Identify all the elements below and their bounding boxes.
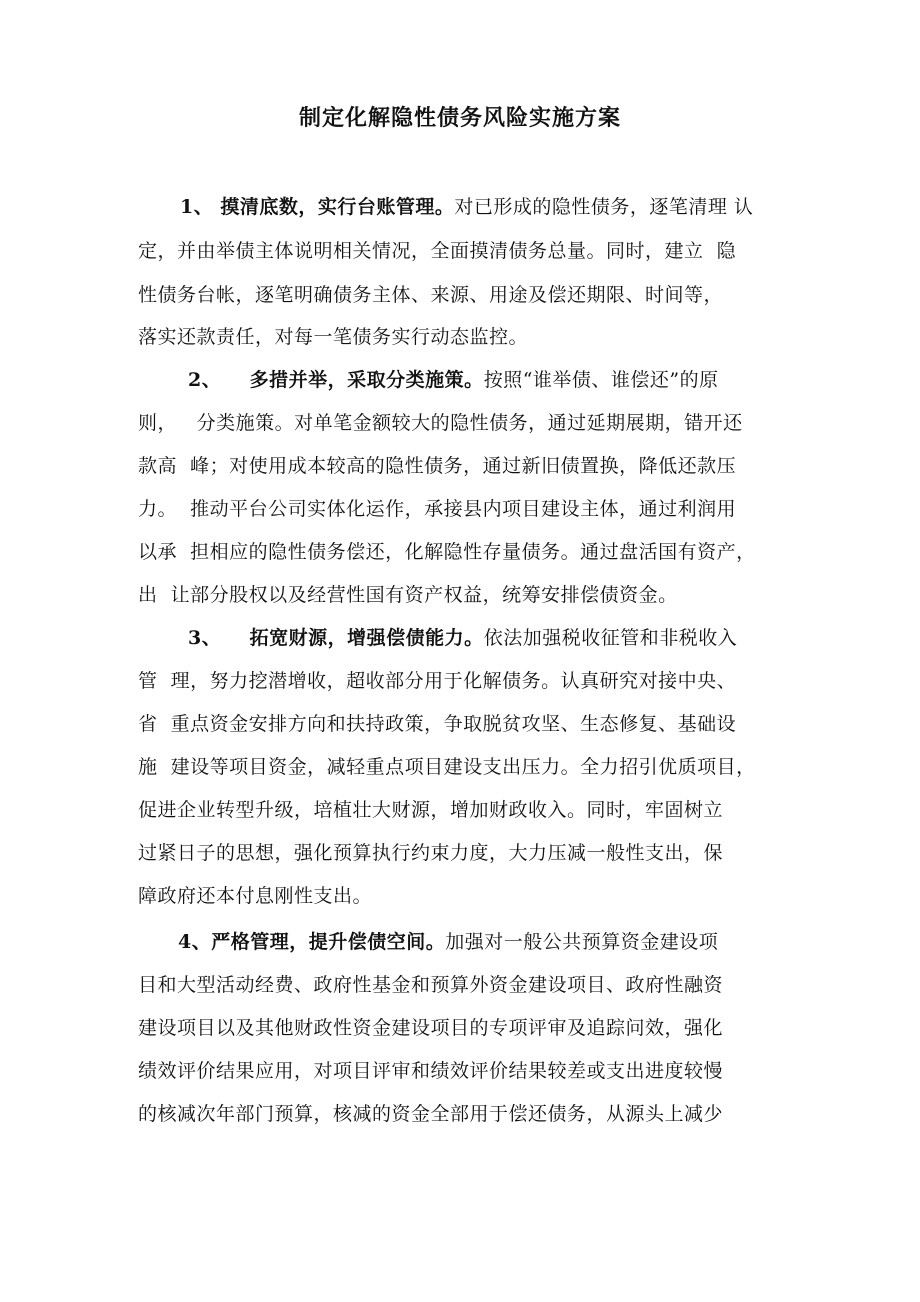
section-3-line-4: 施 建设等项目资金，减轻重点项目建设支出压力。全力招引优质项目， [138,756,756,778]
section-3-first-line [188,623,737,653]
section-2-line-1: 按照“谁举债、谁偿还”的原 [483,369,719,391]
section-3-line-3: 省 重点资金安排方向和扶持政策，争取脱贫攻坚、生态修复、基础设 [138,713,737,735]
section-4-line-2: 目和大型活动经费、政府性基金和预算外资金建设项目、政府性融资 [138,974,724,996]
section-4-line-1: 加强对一般公共预算资金建设项 [445,931,719,953]
section-3-line-6: 过紧日子的思想，强化预算执行约束力度，大力压减一般性支出，保 [138,842,724,864]
section-2-heading: 2、 多措并举，采取分类施策。 [188,369,484,391]
section-1-first-line [180,192,753,222]
section-2-line-4: 力。 推动平台公司实体化运作，承接县内项目建设主体，通过利润用 [138,498,737,520]
section-4-line-5: 的核减次年部门预算，核减的资金全部用于偿还债务，从源头上减少 [138,1103,724,1125]
section-2-line-5: 以承 担相应的隐性债务偿还，化解隐性存量债务。通过盘活国有资产， [138,541,756,563]
section-4-line-4: 绩效评价结果应用，对项目评审和绩效评价结果较差或支出进度较慢 [138,1060,724,1082]
section-4-first-line [178,927,718,957]
section-1-line-3: 性债务台帐，逐笔明确债务主体、来源、用途及偿还期限、时间等， [138,284,724,306]
section-2-line-6: 出 让部分股权以及经营性国有资产权益，统筹安排偿债资金。 [138,584,678,606]
section-2-first-line [188,365,719,395]
section-3-line-1: 依法加强税收征管和非税收入 [483,627,738,649]
document-title: 制定化解隐性债务风险实施方案 [298,105,621,131]
section-4-heading: 4、严格管理，提升偿债空间。 [178,931,446,953]
section-2-line-3: 款高 峰；对使用成本较高的隐性债务，通过新旧债置换，降低还款压 [138,455,737,477]
section-1-line-4: 落实还款责任，对每一笔债务实行动态监控。 [138,326,529,348]
section-1-line-2: 定，并由举债主体说明相关情况，全面摸清债务总量。同时，建立 隐 [138,240,737,262]
section-1-heading: 1、 摸清底数，实行台账管理。 [180,196,455,218]
section-2-line-2: 则， 分类施策。对单笔金额较大的隐性债务，通过延期展期，错开还 [138,412,743,434]
section-1-line-1: 对已形成的隐性债务，逐笔清理 认 [454,196,754,218]
section-3-line-2: 管 理，努力挖潜增收，超收部分用于化解债务。认真研究对接中央、 [138,670,737,692]
section-3-heading: 3、 拓宽财源，增强偿债能力。 [188,627,484,649]
section-3-line-7: 障政府还本付息刚性支出。 [138,885,373,907]
section-3-line-5: 促进企业转型升级，培植壮大财源，增加财政收入。同时，牢固树立 [138,799,724,821]
section-4-line-3: 建设项目以及其他财政性资金建设项目的专项评审及追踪问效，强化 [138,1017,724,1039]
